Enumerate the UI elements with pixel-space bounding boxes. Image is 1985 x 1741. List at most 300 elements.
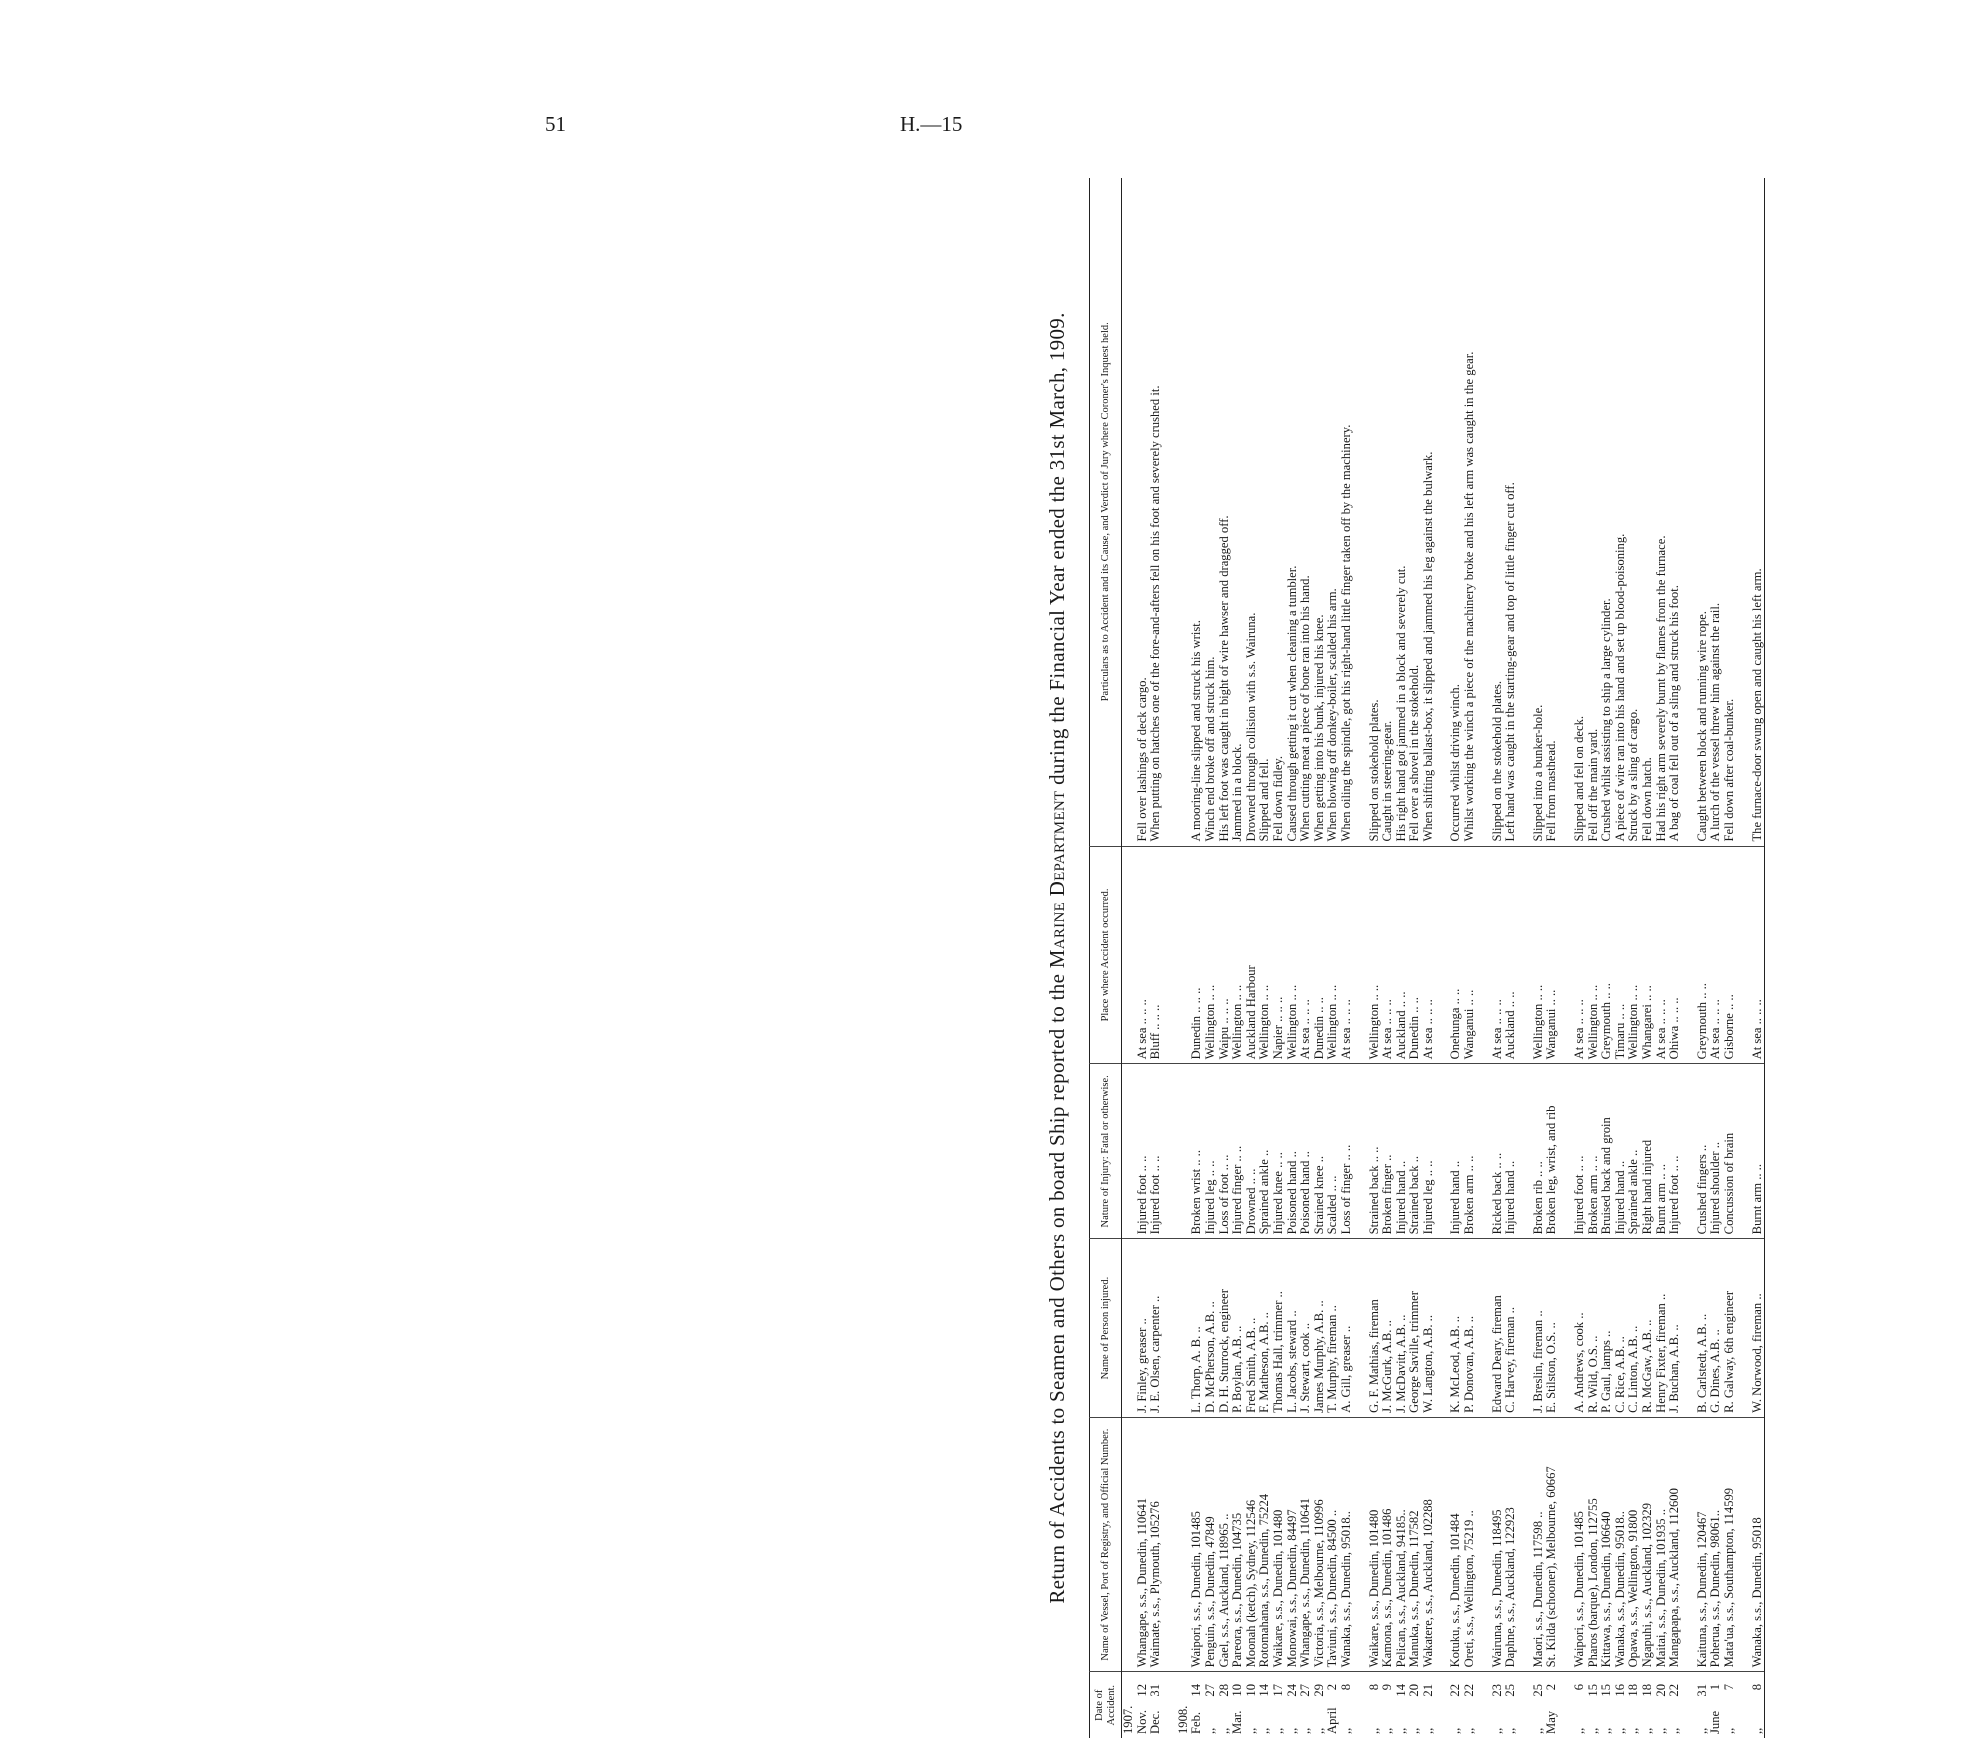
spacer-cell xyxy=(1682,1064,1696,1239)
cell-place: Gisborne .. .. xyxy=(1723,846,1737,1064)
cell-person: J. Finley, greaser .. xyxy=(1136,1239,1150,1418)
date-year: 1908. xyxy=(1175,1705,1190,1734)
cell-vessel: Rotomahana, s.s., Dunedin, 75224 xyxy=(1258,1417,1272,1672)
cell-vessel: Opawa, s.s., Wellington, 91800 xyxy=(1627,1417,1641,1672)
cell-particulars: Caught between block and running wire rope. xyxy=(1694,611,1709,842)
spacer-cell xyxy=(1682,1239,1696,1418)
cell-vessel: Kaituna, s.s., Dunedin, 120467 xyxy=(1696,1417,1710,1672)
cell-person: R. Wild, O.S. .. xyxy=(1587,1239,1601,1418)
date-month: ,, xyxy=(1284,1727,1299,1734)
cell-nature: Burnt arm .. .. xyxy=(1751,1064,1765,1239)
cell-date xyxy=(1709,1672,1723,1738)
cell-date xyxy=(1532,1672,1546,1738)
cell-date xyxy=(1190,1672,1204,1738)
cell-place: Bluff .. .. .. xyxy=(1149,846,1163,1064)
table-row xyxy=(1751,178,1765,1738)
table-row xyxy=(1463,178,1477,1738)
row-spacer xyxy=(1518,178,1532,1738)
cell-nature xyxy=(1122,1064,1136,1239)
cell-place: Dunedin .. .. xyxy=(1408,846,1422,1064)
table-row xyxy=(1668,178,1682,1738)
date-day: 12 xyxy=(1134,1684,1149,1697)
cell-place: Wanganui .. .. xyxy=(1545,846,1559,1064)
cell-person: R. Galway, 6th engineer xyxy=(1723,1239,1737,1418)
cell-particulars: Crushed whilst assisting to ship a large cylinder. xyxy=(1599,598,1614,842)
cell-place xyxy=(1122,846,1136,1064)
table-row xyxy=(1408,178,1422,1738)
cell-vessel: Monowai, s.s., Dunedin, 84497 xyxy=(1286,1417,1300,1672)
table-row xyxy=(1600,178,1614,1738)
cell-nature: Drowned .. .. xyxy=(1245,1064,1259,1239)
cell-vessel: Waimate, s.s., Plymouth, 105276 xyxy=(1149,1417,1163,1672)
row-spacer xyxy=(1477,178,1491,1738)
cell-particulars: His left foot was caught in bight of wire hawser and dragged off. xyxy=(1216,515,1231,842)
cell-particulars: His right hand got jammed in a block and severely cut. xyxy=(1393,565,1408,842)
cell-vessel: Wanaka, s.s., Dunedin, 95018.. xyxy=(1614,1417,1628,1672)
cell-place: Onehunga .. .. xyxy=(1449,846,1463,1064)
cell-nature xyxy=(1177,1064,1191,1239)
cell-vessel: Waikare, s.s., Dunedin, 101480 xyxy=(1368,1417,1382,1672)
cell-person: James Murphy, A.B. .. xyxy=(1313,1239,1327,1418)
cell-nature: Injured foot .. .. xyxy=(1573,1064,1587,1239)
spacer-cell xyxy=(1354,178,1368,846)
table-row xyxy=(1504,178,1518,1738)
date-month: ,, xyxy=(1216,1727,1231,1734)
cell-particulars: Caused through getting it cut when cleaning a tumbler. xyxy=(1284,565,1299,842)
cell-particulars: When cutting meat a piece of bone ran into his hand. xyxy=(1298,575,1313,842)
table-row xyxy=(1491,178,1505,1738)
cell-vessel: Kotuku, s.s., Dunedin, 101484 xyxy=(1449,1417,1463,1672)
date-day: 24 xyxy=(1284,1684,1299,1697)
table-row xyxy=(1627,178,1641,1738)
table-row xyxy=(1299,178,1313,1738)
cell-date xyxy=(1368,1672,1382,1738)
spacer-cell xyxy=(1518,1417,1532,1672)
cell-person: J. Breslin, fireman .. xyxy=(1532,1239,1546,1418)
cell-place: Greymouth .. .. xyxy=(1600,846,1614,1064)
cell-place: Wellington .. .. xyxy=(1627,846,1641,1064)
accidents-table xyxy=(1089,178,1765,1738)
date-day: 20 xyxy=(1407,1684,1422,1697)
cell-date xyxy=(1231,1672,1245,1738)
cell-date xyxy=(1245,1672,1259,1738)
cell-person: W. Langton, A.B. .. xyxy=(1422,1239,1436,1418)
page-number: 51 xyxy=(545,112,566,136)
cell-vessel: Pharos (barque), London, 112755 xyxy=(1587,1417,1601,1672)
spacer-cell xyxy=(1354,1064,1368,1239)
cell-place: Wellington .. .. xyxy=(1326,846,1340,1064)
date-month: ,, xyxy=(1420,1727,1435,1734)
spacer-cell xyxy=(1435,846,1449,1064)
cell-place: Wellington .. .. xyxy=(1258,846,1272,1064)
date-day: 23 xyxy=(1489,1684,1504,1697)
table-row xyxy=(1422,178,1436,1738)
spacer-cell xyxy=(1737,1417,1751,1672)
date-month: ,, xyxy=(1653,1727,1668,1734)
date-month: Nov. xyxy=(1134,1709,1149,1734)
date-month: ,, xyxy=(1749,1727,1764,1734)
date-day: 16 xyxy=(1612,1684,1627,1697)
cell-person: L. Thorp, A. B. .. xyxy=(1190,1239,1204,1418)
cell-particulars: A lurch of the vessel threw him against the rail. xyxy=(1708,603,1723,842)
title-suffix: during the Financial Year ended the 31st March, 1909. xyxy=(1045,312,1069,785)
date-month: ,, xyxy=(1721,1727,1736,1734)
cell-vessel: Whangape, s.s., Dunedin, 110641 xyxy=(1299,1417,1313,1672)
cell-nature: Poisoned hand .. xyxy=(1286,1064,1300,1239)
table-row xyxy=(1245,178,1259,1738)
cell-particulars: Left hand was caught in the starting-gear and top of little finger cut off. xyxy=(1503,482,1518,842)
cell-particulars: Slipped into a bunker-hole. xyxy=(1530,704,1545,842)
spacer-cell xyxy=(1354,846,1368,1064)
cell-vessel: Whangape, s.s., Dunedin, 110641 xyxy=(1136,1417,1150,1672)
cell-place: Dunedin .. .. .. xyxy=(1190,846,1204,1064)
cell-vessel: Kittawa, s.s., Dunedin, 106640 xyxy=(1600,1417,1614,1672)
date-day: 20 xyxy=(1653,1684,1668,1697)
date-month: ,, xyxy=(1380,1727,1395,1734)
date-day: 31 xyxy=(1148,1684,1163,1697)
date-day: 18 xyxy=(1626,1684,1641,1697)
cell-vessel: Mangapapa, s.s., Auckland, 112600 xyxy=(1668,1417,1682,1672)
date-month: ,, xyxy=(1572,1727,1587,1734)
cell-particulars: The furnace-door swung open and caught his left arm. xyxy=(1751,178,1765,846)
cell-particulars: Fell down hatch. xyxy=(1640,757,1654,842)
date-day: 2 xyxy=(1325,1684,1340,1691)
spacer-cell xyxy=(1737,1239,1751,1418)
date-day: 8 xyxy=(1338,1684,1353,1691)
cell-date xyxy=(1723,1672,1737,1738)
date-day: 8 xyxy=(1749,1684,1764,1691)
col-place: Place where Accident occurred. xyxy=(1090,846,1122,1064)
cell-particulars: Slipped and fell on deck. xyxy=(1572,715,1587,842)
table-row xyxy=(1326,178,1340,1738)
cell-person: D. H. Sturrock, engineer xyxy=(1218,1239,1232,1418)
spacer-cell xyxy=(1477,846,1491,1064)
cell-nature: Injured foot .. .. xyxy=(1136,1064,1150,1239)
date-day: 10 xyxy=(1243,1684,1258,1697)
cell-place xyxy=(1177,846,1191,1064)
cell-nature: Sprained ankle .. xyxy=(1258,1064,1272,1239)
date-day: 8 xyxy=(1366,1684,1381,1691)
spacer-cell xyxy=(1559,846,1573,1064)
date-month: Feb. xyxy=(1189,1711,1204,1734)
table-row xyxy=(1449,178,1463,1738)
cell-date xyxy=(1655,1672,1669,1738)
cell-particulars: When oiling the spindle, got his right-hand little finger taken off by the machinery. xyxy=(1338,424,1353,842)
spacer-cell xyxy=(1559,1672,1573,1738)
cell-nature: Burnt arm .. .. xyxy=(1655,1064,1669,1239)
cell-date xyxy=(1751,1672,1765,1738)
spacer-cell xyxy=(1737,178,1751,846)
cell-vessel: Wakatere, s.s., Auckland, 102288 xyxy=(1422,1417,1436,1672)
cell-person: Fred Smith, A.B. .. xyxy=(1245,1239,1259,1418)
cell-particulars: Slipped and fell. xyxy=(1257,758,1272,842)
date-day: 14 xyxy=(1257,1684,1272,1697)
cell-particulars: A mooring-line slipped and struck his wrist. xyxy=(1189,620,1204,842)
cell-person: L. Jacobs, steward .. xyxy=(1286,1239,1300,1418)
date-month: ,, xyxy=(1311,1727,1326,1734)
table-row xyxy=(1573,178,1587,1738)
cell-person: G. F. Mathias, fireman xyxy=(1368,1239,1382,1418)
date-month: ,, xyxy=(1407,1727,1422,1734)
cell-particulars: Fell from masthead. xyxy=(1544,740,1559,842)
cell-date xyxy=(1177,1672,1191,1738)
cell-nature: Loss of finger .. .. xyxy=(1340,1064,1354,1239)
date-month: ,, xyxy=(1202,1727,1217,1734)
date-month: ,, xyxy=(1530,1727,1545,1734)
cell-place: At sea .. .. .. xyxy=(1136,846,1150,1064)
cell-place: Greymouth .. .. xyxy=(1696,846,1710,1064)
date-month: ,, xyxy=(1640,1727,1654,1734)
table-row xyxy=(1696,178,1710,1738)
cell-particulars: Winch end broke off and struck him. xyxy=(1202,656,1217,842)
cell-vessel: Victoria, s.s., Melbourne, 110996 xyxy=(1313,1417,1327,1672)
table-row xyxy=(1149,178,1163,1738)
report-code: H.—15 xyxy=(900,112,963,136)
table-row xyxy=(1723,178,1737,1738)
cell-particulars: Jammed in a block. xyxy=(1230,743,1245,842)
cell-person: B. Carlstedt, A.B. .. xyxy=(1696,1239,1710,1418)
date-month: ,, xyxy=(1270,1727,1285,1734)
cell-date xyxy=(1326,1672,1340,1738)
cell-nature: Sprained ankle .. xyxy=(1627,1064,1641,1239)
date-day: 15 xyxy=(1585,1684,1600,1697)
spacer-cell xyxy=(1682,846,1696,1064)
cell-date xyxy=(1381,1672,1395,1738)
cell-place: Dunedin .. .. xyxy=(1313,846,1327,1064)
date-month: ,, xyxy=(1489,1727,1504,1734)
document-title xyxy=(1045,178,1085,1738)
cell-place: At sea .. .. .. xyxy=(1299,846,1313,1064)
date-month: ,, xyxy=(1393,1727,1408,1734)
cell-vessel: Mata'ua, s.s., Southampton, 114599 xyxy=(1723,1417,1737,1672)
spacer-cell xyxy=(1477,1417,1491,1672)
cell-date xyxy=(1545,1672,1559,1738)
row-spacer xyxy=(1163,178,1177,1738)
cell-place: Wellington .. .. xyxy=(1532,846,1546,1064)
row-spacer xyxy=(1737,178,1751,1738)
cell-date xyxy=(1600,1672,1614,1738)
spacer-cell xyxy=(1163,1417,1177,1672)
cell-place: At sea .. .. .. xyxy=(1751,846,1765,1064)
table-row xyxy=(1545,178,1559,1738)
spacer-cell xyxy=(1518,1064,1532,1239)
table-row xyxy=(1313,178,1327,1738)
cell-person: George Saville, trimmer xyxy=(1408,1239,1422,1418)
cell-particulars: Drowned through collision with s.s. Wairuna. xyxy=(1243,612,1258,842)
date-day: 25 xyxy=(1503,1684,1518,1697)
spacer-cell xyxy=(1682,178,1696,846)
cell-person xyxy=(1177,1239,1191,1418)
date-day: 27 xyxy=(1298,1684,1313,1697)
spacer-cell xyxy=(1435,1672,1449,1738)
date-day: 18 xyxy=(1640,1684,1654,1697)
table-header xyxy=(1090,178,1122,1738)
cell-place: At sea .. .. .. xyxy=(1491,846,1505,1064)
cell-place: Wellington .. .. xyxy=(1204,846,1218,1064)
cell-vessel: Poherua, s.s., Dunedin, 98061.. xyxy=(1709,1417,1723,1672)
cell-place: Wellington .. .. xyxy=(1587,846,1601,1064)
cell-nature: Strained back .. xyxy=(1408,1064,1422,1239)
cell-place: Wanganui .. .. xyxy=(1463,846,1477,1064)
cell-nature: Broken finger .. xyxy=(1381,1064,1395,1239)
date-month: ,, xyxy=(1585,1727,1600,1734)
cell-place: Waipu .. .. .. xyxy=(1218,846,1232,1064)
table-row xyxy=(1272,178,1286,1738)
spacer-cell xyxy=(1737,846,1751,1064)
cell-vessel: Moonah (ketch), Sydney, 112546 xyxy=(1245,1417,1259,1672)
date-month: ,, xyxy=(1298,1727,1313,1734)
date-day: 10 xyxy=(1230,1684,1245,1697)
cell-person: J. E. Olsen, carpenter .. xyxy=(1149,1239,1163,1418)
cell-person xyxy=(1122,1239,1136,1418)
spacer-cell xyxy=(1559,1239,1573,1418)
cell-nature: Injured hand .. xyxy=(1504,1064,1518,1239)
cell-particulars: Slipped on the stokehold plates. xyxy=(1489,680,1504,842)
cell-person: P. Donovan, A.B. .. xyxy=(1463,1239,1477,1418)
cell-particulars: When blowing off donkey-boiler, scalded his arm. xyxy=(1325,588,1340,842)
cell-date xyxy=(1573,1672,1587,1738)
cell-nature: Broken arm .. .. xyxy=(1463,1064,1477,1239)
cell-nature: Injured knee .. .. xyxy=(1272,1064,1286,1239)
spacer-cell xyxy=(1559,1417,1573,1672)
cell-person: A. Gill, greaser .. xyxy=(1340,1239,1354,1418)
table-row xyxy=(1122,178,1136,1738)
spacer-cell xyxy=(1559,1064,1573,1239)
table-row xyxy=(1587,178,1601,1738)
cell-nature: Broken wrist .. .. xyxy=(1190,1064,1204,1239)
spacer-cell xyxy=(1163,178,1177,846)
date-month: April xyxy=(1325,1707,1340,1734)
spacer-cell xyxy=(1477,1064,1491,1239)
cell-date xyxy=(1627,1672,1641,1738)
date-month: ,, xyxy=(1612,1727,1627,1734)
cell-nature: Injured leg .. .. xyxy=(1422,1064,1436,1239)
cell-particulars: When shifting ballast-box, it slipped and jammed his leg against the bulwark. xyxy=(1420,451,1435,842)
spacer-cell xyxy=(1354,1239,1368,1418)
date-month: June xyxy=(1708,1710,1723,1734)
table-row xyxy=(1655,178,1669,1738)
spacer-cell xyxy=(1682,1672,1696,1738)
cell-particulars xyxy=(1177,178,1191,846)
cell-person: G. Dines, A.B. .. xyxy=(1709,1239,1723,1418)
spacer-cell xyxy=(1477,1239,1491,1418)
date-day: 28 xyxy=(1216,1684,1231,1697)
cell-nature: Strained knee .. xyxy=(1313,1064,1327,1239)
date-month: ,, xyxy=(1626,1727,1641,1734)
cell-place: Whangarei .. .. xyxy=(1641,846,1655,1064)
table-row xyxy=(1395,178,1409,1738)
cell-date xyxy=(1272,1672,1286,1738)
cell-nature: Broken arm .. .. xyxy=(1587,1064,1601,1239)
date-month: ,, xyxy=(1503,1727,1518,1734)
cell-particulars: Fell down fidley. xyxy=(1270,755,1285,842)
title-department: Marine Department xyxy=(1045,790,1069,969)
table-row xyxy=(1286,178,1300,1738)
cell-place: At sea .. .. .. xyxy=(1381,846,1395,1064)
cell-vessel: Waipori, s.s., Dunedin, 101485 xyxy=(1573,1417,1587,1672)
col-vessel: Name of Vessel, Port of Registry, and Official Number. xyxy=(1090,1417,1122,1672)
cell-date xyxy=(1286,1672,1300,1738)
table-row xyxy=(1136,178,1150,1738)
table-row xyxy=(1190,178,1204,1738)
row-spacer xyxy=(1435,178,1449,1738)
cell-nature: Injured hand .. xyxy=(1614,1064,1628,1239)
cell-date xyxy=(1668,1672,1682,1738)
cell-vessel xyxy=(1122,1417,1136,1672)
table-row xyxy=(1258,178,1272,1738)
cell-person: Thomas Hall, trimmer .. xyxy=(1272,1239,1286,1418)
cell-person: C. Rice, A.B. .. xyxy=(1614,1239,1628,1418)
cell-vessel: Wairuna, s.s., Dunedin, 118495 xyxy=(1491,1417,1505,1672)
cell-person: Edward Deary, fireman xyxy=(1491,1239,1505,1418)
spacer-cell xyxy=(1559,178,1573,846)
cell-date xyxy=(1149,1672,1163,1738)
cell-person: P. Gaul, lamps .. xyxy=(1600,1239,1614,1418)
cell-person: R. McGaw, A.B. .. xyxy=(1641,1239,1655,1418)
table-row xyxy=(1381,178,1395,1738)
cell-particulars: Fell down after coal-bunker. xyxy=(1721,698,1736,842)
cell-person: F. Matheson, A.B. .. xyxy=(1258,1239,1272,1418)
table-row xyxy=(1641,178,1655,1738)
date-day: 1 xyxy=(1708,1684,1723,1691)
cell-particulars: Fell off the main yard. xyxy=(1585,728,1600,842)
cell-vessel: Daphne, s.s., Auckland, 122923 xyxy=(1504,1417,1518,1672)
row-spacer xyxy=(1559,178,1573,1738)
cell-place: Auckland Harbour xyxy=(1245,846,1259,1064)
cell-vessel xyxy=(1177,1417,1191,1672)
cell-particulars: Caught in steering-gear. xyxy=(1380,720,1395,842)
date-month: ,, xyxy=(1448,1727,1463,1734)
cell-nature: Strained back .. .. xyxy=(1368,1064,1382,1239)
cell-particulars: Slipped on stokehold plates. xyxy=(1366,699,1381,842)
rotated-return-table xyxy=(1045,178,1985,1738)
cell-date xyxy=(1204,1672,1218,1738)
spacer-cell xyxy=(1518,1239,1532,1418)
cell-place: Auckland .. .. xyxy=(1395,846,1409,1064)
date-month: ,, xyxy=(1462,1727,1477,1734)
table-row xyxy=(1368,178,1382,1738)
cell-place: At sea .. .. .. xyxy=(1340,846,1354,1064)
cell-date xyxy=(1299,1672,1313,1738)
cell-place: Napier .. .. .. xyxy=(1272,846,1286,1064)
cell-nature: Injured shoulder .. xyxy=(1709,1064,1723,1239)
date-day: 6 xyxy=(1572,1684,1587,1691)
cell-vessel: Manuka, s.s., Dunedin, 117582 xyxy=(1408,1417,1422,1672)
table-row xyxy=(1709,178,1723,1738)
cell-person: J. McDavitt, A.B. .. xyxy=(1395,1239,1409,1418)
date-day: 22 xyxy=(1667,1684,1682,1697)
date-day: 17 xyxy=(1270,1684,1285,1697)
cell-particulars: Struck by a sling of cargo. xyxy=(1626,708,1641,842)
cell-date xyxy=(1696,1672,1710,1738)
date-day: 7 xyxy=(1721,1684,1736,1691)
cell-date xyxy=(1614,1672,1628,1738)
cell-place: At sea .. .. .. xyxy=(1422,846,1436,1064)
spacer-cell xyxy=(1435,178,1449,846)
cell-nature: Injured finger .. .. xyxy=(1231,1064,1245,1239)
cell-date xyxy=(1463,1672,1477,1738)
cell-place: Wellington .. .. xyxy=(1368,846,1382,1064)
cell-vessel: Waikare, s.s., Dunedin, 101480 xyxy=(1272,1417,1286,1672)
table-row xyxy=(1340,178,1354,1738)
cell-particulars: Fell over a shovel in the stokehold. xyxy=(1407,664,1422,842)
cell-vessel: Maitai, s.s., Dunedin, 101935 .. xyxy=(1655,1417,1669,1672)
cell-place: Timaru .. .. xyxy=(1614,846,1628,1064)
spacer-cell xyxy=(1477,1672,1491,1738)
cell-nature: Crushed fingers .. xyxy=(1696,1064,1710,1239)
cell-person: Henry Fixter, fireman .. xyxy=(1655,1239,1669,1418)
cell-person: J. McGurk, A.B. .. xyxy=(1381,1239,1395,1418)
